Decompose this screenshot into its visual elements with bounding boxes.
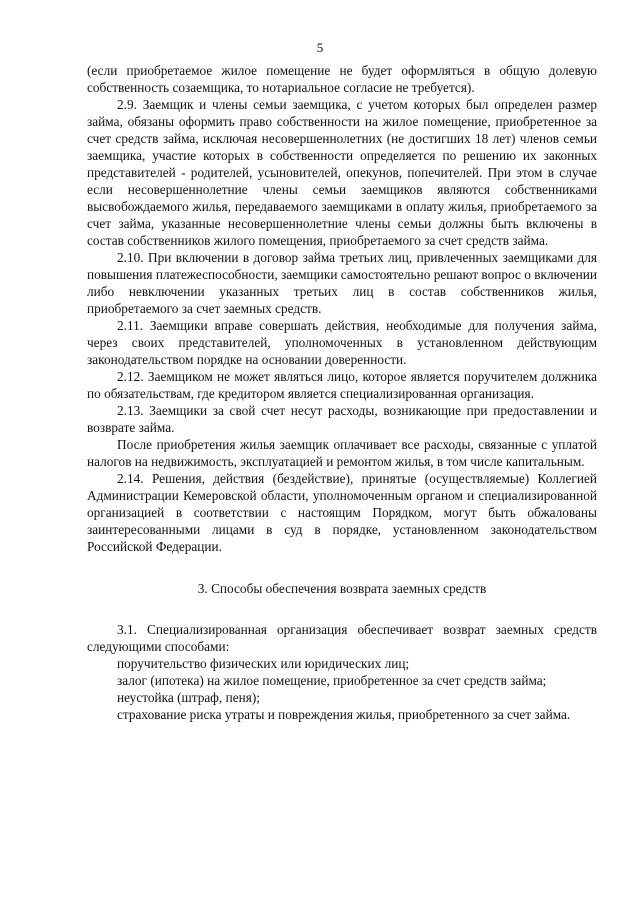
paragraph-2-14: 2.14. Решения, действия (бездействие), принятые (осуществляемые) Коллегией Администрации Кемеровской области, уполномоченным органом и специализированной организацией в соответствии с настоящим Порядком, могут быть обжалованы заинтересованными лицами в суд в порядке, установленном законодательством Российской Федерации. — [87, 471, 597, 554]
paragraph-continuation: (если приобретаемое жилое помещение не будет оформляться в общую долевую собственность созаемщика, то нотариальное согласие не требуется). — [87, 63, 597, 95]
section-heading: 3. Способы обеспечения возврата заемных средств — [197, 581, 487, 596]
list-item-guarantee: поручительство физических или юридических лиц; — [117, 656, 410, 671]
paragraph-2-13: 2.13. Заемщики за свой счет несут расходы, возникающие при предоставлении и возврате займа. — [87, 403, 597, 435]
paragraph-2-12: 2.12. Заемщиком не может являться лицо, которое является поручителем должника по обязательствам, где кредитором является специализированная организация. — [87, 369, 597, 401]
paragraph-3-1: 3.1. Специализированная организация обеспечивает возврат заемных средств следующими способами: — [87, 622, 597, 654]
paragraph-2-9: 2.9. Заемщик и члены семьи заемщика, с учетом которых был определен размер займа, обязаны оформить право собственности на жилое помещение, приобретенное за счет средств займа, исключая несовершеннолетних (не достигших 18 лет) членов семьи заемщика, участие которых в собственности определяется по решению их законных представителей - родителей, усыновителей, опекунов, попечителей. При этом в случае если несовершеннолетние члены семьи заемщиков являются собственниками высвобождаемого жилья, передаваемого заемщиками в оплату жилья, приобретаемого за счет займа, указанные несовершеннолетние члены семьи должны быть включены в состав собственников жилого помещения, приобретаемого за счет средств займа. — [87, 97, 597, 248]
paragraph-2-11: 2.11. Заемщики вправе совершать действия, необходимые для получения займа, через своих представителей, уполномоченных в установленном действующим законодательством порядке на основании доверенности. — [87, 318, 597, 367]
page-number: 5 — [316, 40, 324, 55]
document-body — [87, 62, 597, 723]
paragraph-expenses: После приобретения жилья заемщик оплачивает все расходы, связанные с уплатой налогов на недвижимость, эксплуатацией и ремонтом жилья, в том числе капитальным. — [87, 437, 597, 469]
list-item-pledge: залог (ипотека) на жилое помещение, приобретенное за счет средств займа; — [117, 673, 547, 688]
paragraph-2-10: 2.10. При включении в договор займа третьих лиц, привлеченных заемщиками для повышения платежеспособности, заемщики самостоятельно решают вопрос о включении либо невключении указанных третьих лиц в состав собственников жилья, приобретаемого за счет заемных средств. — [87, 250, 597, 316]
list-item-insurance: страхование риска утраты и повреждения жилья, приобретенного за счет займа. — [117, 707, 571, 722]
list-item-penalty: неустойка (штраф, пеня); — [117, 690, 260, 705]
